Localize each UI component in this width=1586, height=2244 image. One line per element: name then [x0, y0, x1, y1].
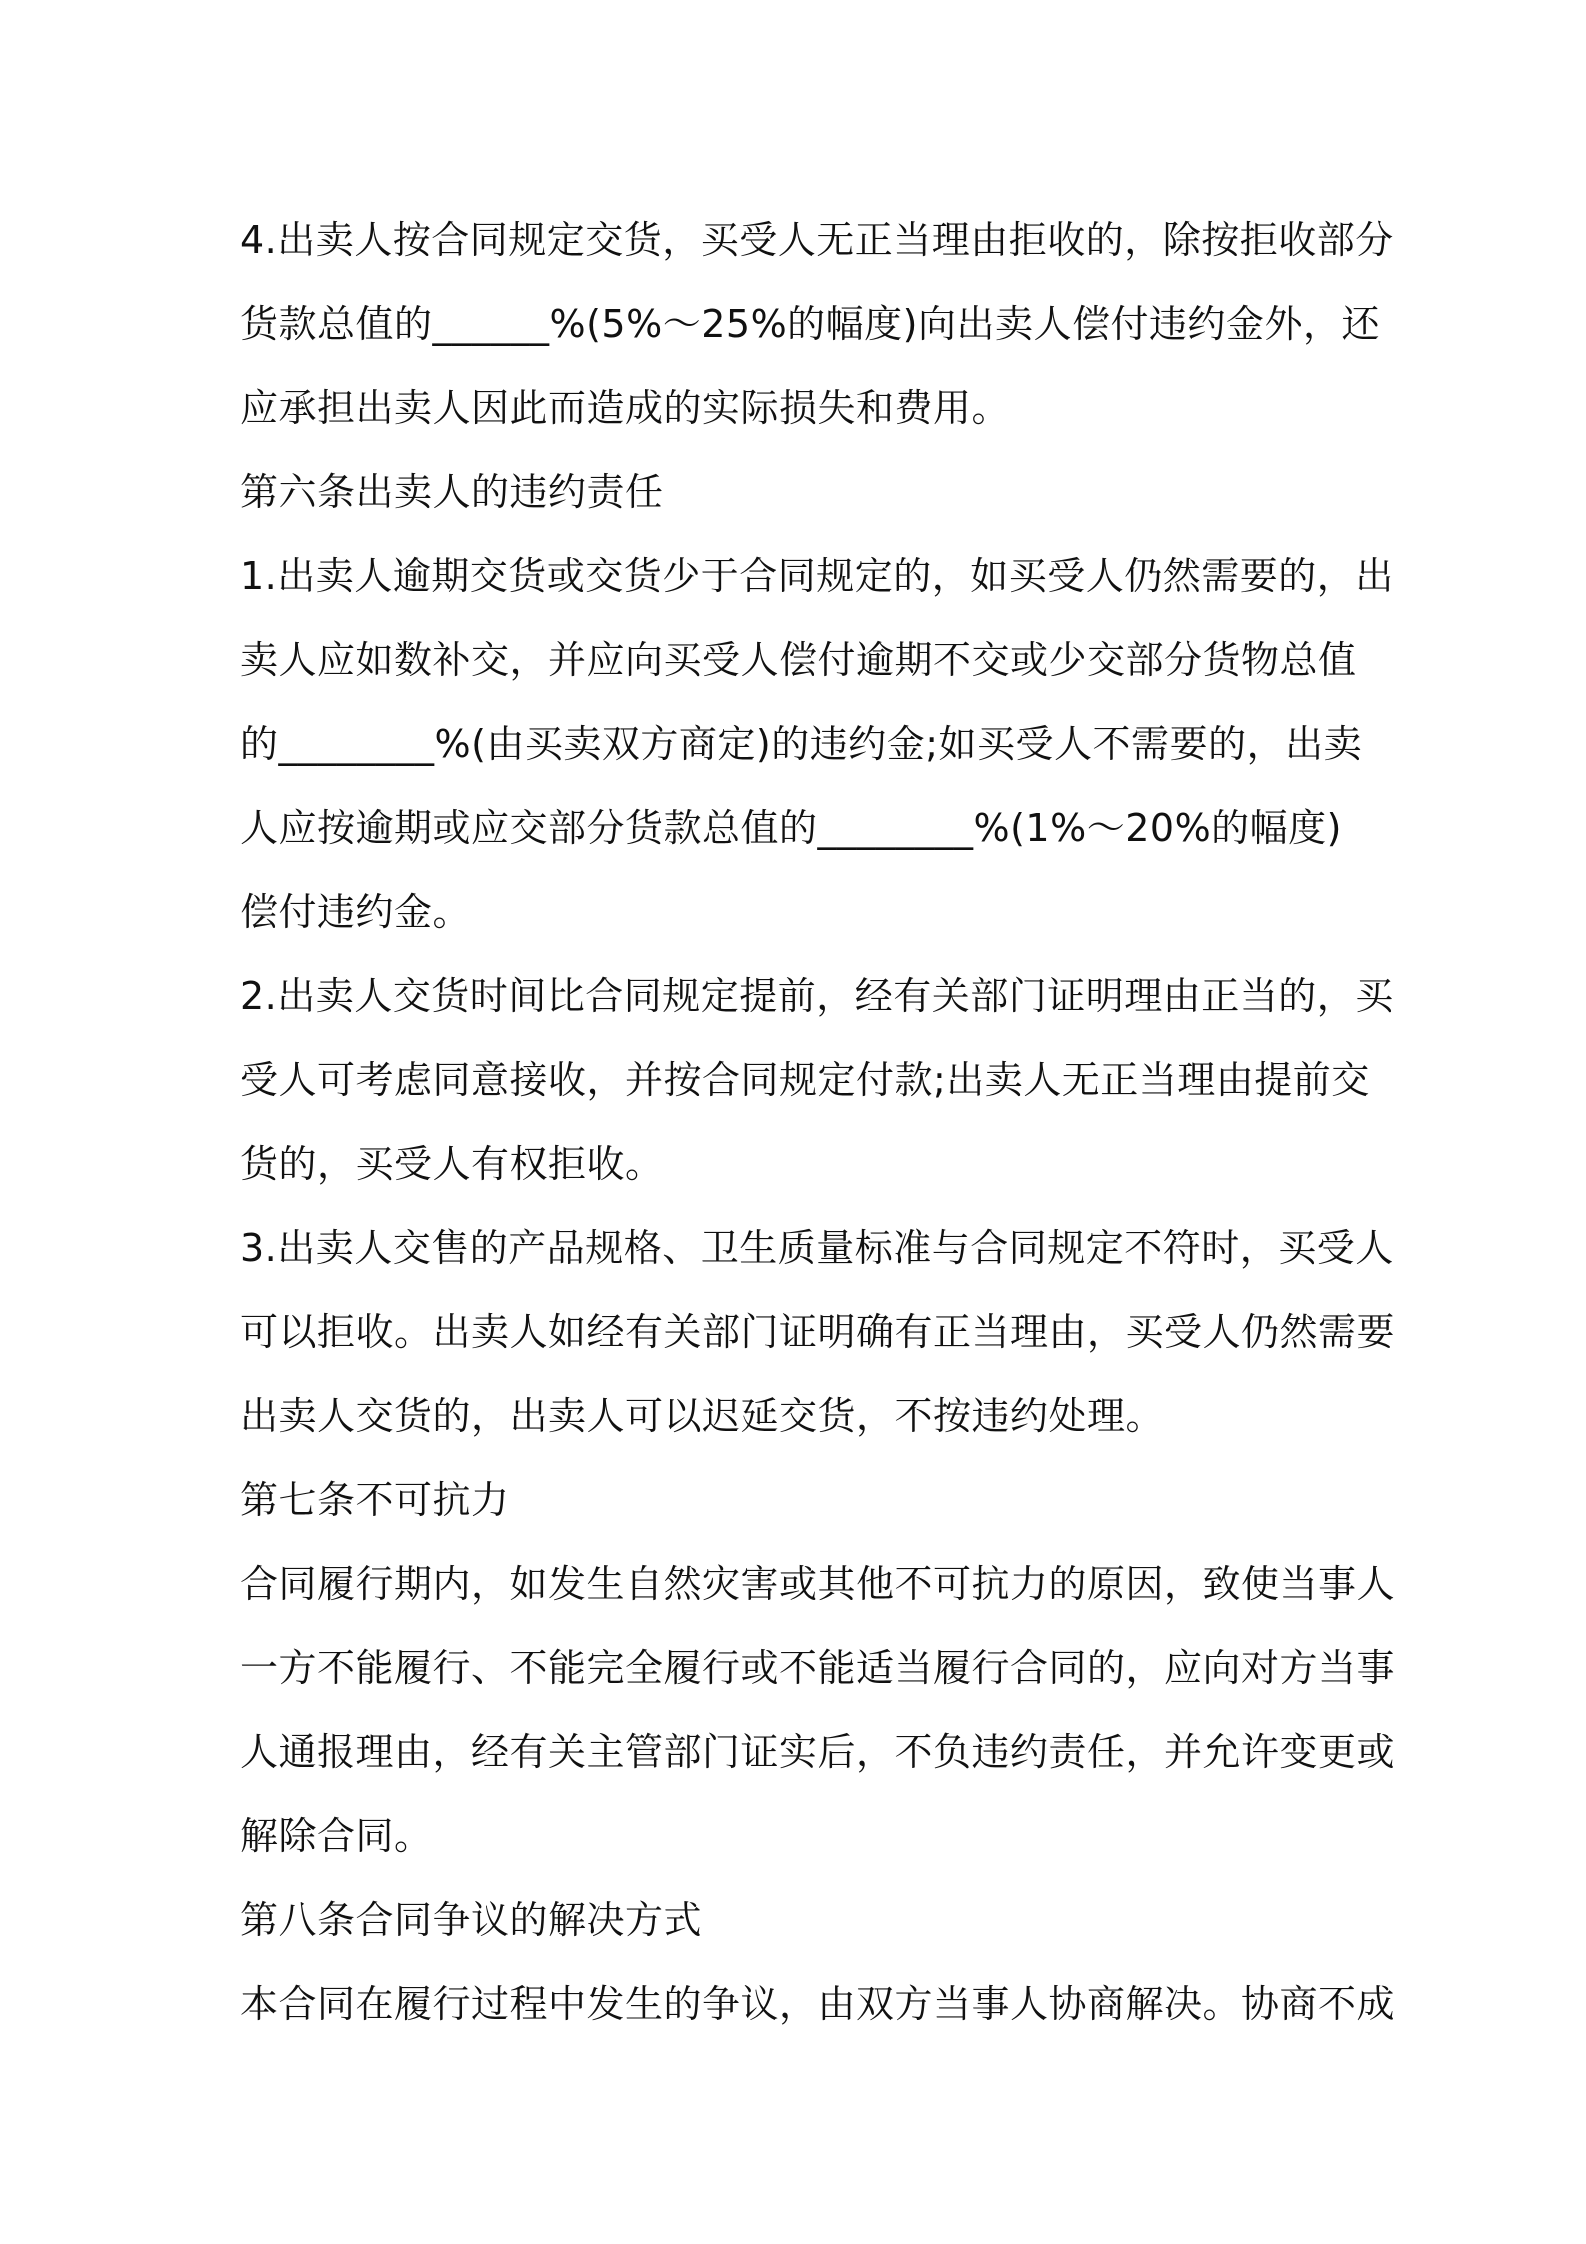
text-line: 的________%(由买卖双方商定)的违约金;如买受人不需要的，出卖	[240, 722, 1363, 766]
text-line: 应承担出卖人因此而造成的实际损失和费用。	[240, 386, 1011, 430]
section-heading: 第七条不可抗力	[240, 1478, 510, 1522]
text-line: 1.出卖人逾期交货或交货少于合同规定的，如买受人仍然需要的，出	[240, 554, 1394, 598]
text-line: 人应按逾期或应交部分货款总值的________%(1%～20%的幅度)	[240, 806, 1343, 850]
document-body	[240, 198, 1396, 2046]
text-line: 出卖人交货的，出卖人可以迟延交货，不按违约处理。	[240, 1394, 1165, 1438]
section-heading: 第六条出卖人的违约责任	[240, 470, 664, 514]
text-line: 本合同在履行过程中发生的争议，由双方当事人协商解决。协商不成	[240, 1982, 1396, 2026]
text-line: 偿付违约金。	[240, 890, 472, 934]
text-line: 3.出卖人交售的产品规格、卫生质量标准与合同规定不符时，买受人	[240, 1226, 1394, 1270]
text-line: 一方不能履行、不能完全履行或不能适当履行合同的，应向对方当事	[240, 1646, 1396, 1690]
text-line: 4.出卖人按合同规定交货，买受人无正当理由拒收的，除按拒收部分	[240, 218, 1394, 262]
text-line: 卖人应如数补交，并应向买受人偿付逾期不交或少交部分货物总值	[240, 638, 1357, 682]
text-line: 解除合同。	[240, 1814, 433, 1858]
text-line: 货款总值的______%(5%～25%的幅度)向出卖人偿付违约金外，还	[240, 302, 1381, 346]
text-line: 合同履行期内，如发生自然灾害或其他不可抗力的原因，致使当事人	[240, 1562, 1396, 1606]
text-line: 人通报理由，经有关主管部门证实后，不负违约责任，并允许变更或	[240, 1730, 1396, 1774]
text-line: 受人可考虑同意接收，并按合同规定付款;出卖人无正当理由提前交	[240, 1058, 1370, 1102]
section-heading: 第八条合同争议的解决方式	[240, 1898, 703, 1942]
text-line: 货的，买受人有权拒收。	[240, 1142, 664, 1186]
text-line: 可以拒收。出卖人如经有关部门证明确有正当理由，买受人仍然需要	[240, 1310, 1396, 1354]
text-line: 2.出卖人交货时间比合同规定提前，经有关部门证明理由正当的，买	[240, 974, 1394, 1018]
